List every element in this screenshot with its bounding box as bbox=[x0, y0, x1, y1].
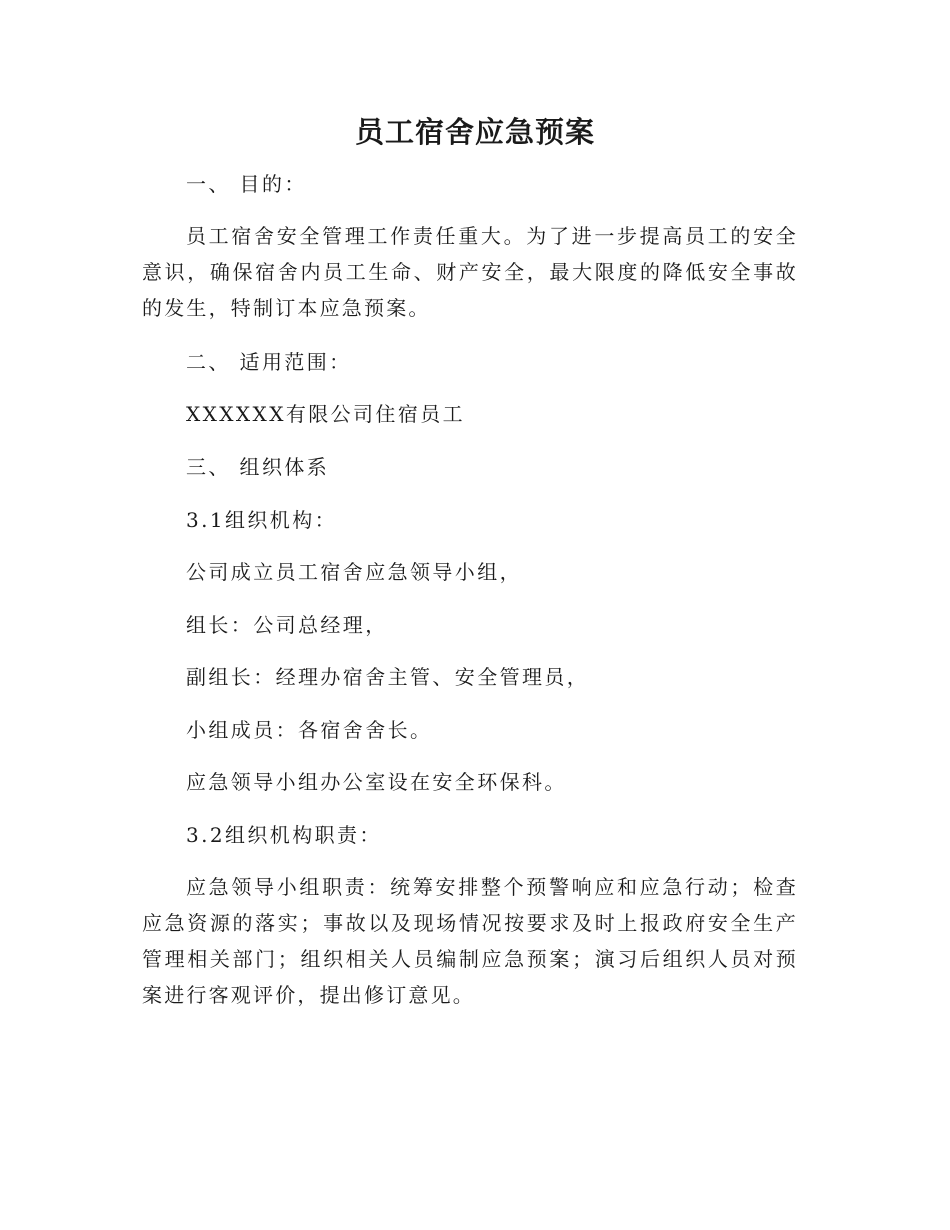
structure-line: 应急领导小组办公室设在安全环保科。 bbox=[186, 770, 567, 794]
scope-text: XXXXXX有限公司住宿员工 bbox=[186, 402, 466, 426]
section-heading-purpose: 一、 目的： bbox=[186, 172, 307, 196]
section-heading-organization: 三、 组织体系 bbox=[186, 455, 330, 479]
subsection-heading-structure: 3.1组织机构： bbox=[186, 508, 338, 532]
subsection-heading-duties: 3.2组织机构职责： bbox=[186, 823, 382, 847]
structure-line: 公司成立员工宿舍应急领导小组， bbox=[186, 560, 522, 584]
duties-paragraph: 应急领导小组职责：统筹安排整个预警响应和应急行动；检查应急资源的落实；事故以及现场情况按要求及时上报政府安全生产管理相关部门；组织相关人员编制应急预案；演习后组织人员对预案进行客观评价，提出修订意见。 bbox=[142, 875, 798, 1007]
purpose-paragraph: 员工宿舍安全管理工作责任重大。为了进一步提高员工的安全意识，确保宿舍内员工生命、财产安全，最大限度的降低安全事故的发生，特制订本应急预案。 bbox=[142, 224, 798, 320]
page-title: 员工宿舍应急预案 bbox=[354, 115, 595, 149]
section-heading-scope: 二、 适用范围： bbox=[186, 350, 352, 374]
structure-line: 组长：公司总经理， bbox=[186, 613, 388, 637]
structure-line: 副组长：经理办宿舍主管、安全管理员， bbox=[186, 665, 590, 689]
structure-line: 小组成员：各宿舍舍长。 bbox=[186, 718, 433, 742]
